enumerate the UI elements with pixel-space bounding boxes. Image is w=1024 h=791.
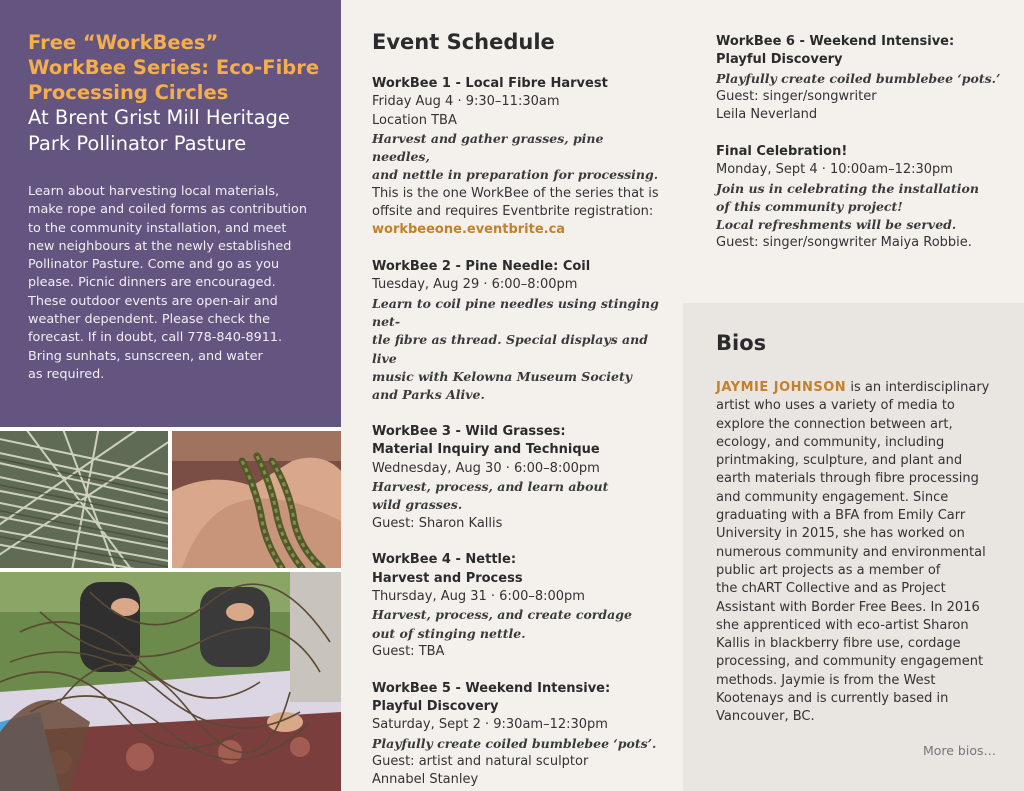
- intro-block: [0, 0, 341, 427]
- event-description: Harvest, process, and create cordage out of stinging nettle.: [372, 607, 632, 641]
- event-workbee-4: [372, 551, 665, 661]
- event-description: Playfully create coiled bumblebee ‘pots.’: [716, 70, 1001, 86]
- event-title: Final Celebration!: [716, 143, 848, 159]
- event-description: Harvest and gather grasses, pine needles, and nettle in preparation for processing.: [372, 130, 659, 183]
- subtitle-line-1: At Brent Grist Mill Heritage: [28, 106, 290, 129]
- event-guest: Guest: singer/songwriter: [716, 88, 877, 104]
- event-description: Learn to coil pine needles using stinging net- tle fibre as thread. Special displays and live music with Kelowna Museum Society and Parks Alive.: [372, 295, 659, 403]
- event-guest: Guest: artist and natural sculptor: [372, 753, 589, 769]
- event-title: WorkBee 5 - Weekend Intensive:: [372, 680, 611, 696]
- title-line-3: Processing Circles: [28, 81, 229, 104]
- event-description: Harvest, process, and learn about wild grasses.: [372, 478, 609, 513]
- event-date: Saturday, Sept 2 · 9:30am–12:30pm: [372, 717, 608, 733]
- event-guest: Annabel Stanley: [372, 772, 479, 788]
- event-workbee-1: [372, 75, 665, 240]
- event-title: WorkBee 6 - Weekend Intensive:: [716, 34, 955, 49]
- event-title: Playful Discovery: [372, 698, 499, 714]
- event-date: Tuesday, Aug 29 · 6:00–8:00pm: [372, 277, 578, 293]
- event-description: Playfully create coiled bumblebee ‘pots’.: [372, 735, 657, 751]
- event-note: offsite and requires Eventbrite registration:: [372, 204, 654, 220]
- pine-needles-photo: [0, 431, 168, 568]
- event-date: Thursday, Aug 31 · 6:00–8:00pm: [372, 588, 585, 604]
- event-title: Playful Discovery: [716, 52, 843, 68]
- event-date: Monday, Sept 4 · 10:00am–12:30pm: [716, 162, 953, 178]
- title-line-2: WorkBee Series: Eco-Fibre: [28, 56, 320, 79]
- event-date: Wednesday, Aug 30 · 6:00–8:00pm: [372, 460, 600, 476]
- event-title: WorkBee 4 - Nettle:: [372, 552, 517, 568]
- bio-name: JAYMIE JOHNSON: [716, 380, 847, 395]
- event-schedule-heading: Event Schedule: [372, 30, 555, 54]
- event-workbee-2: [372, 258, 665, 404]
- subtitle-line-2: Park Pollinator Pasture: [28, 132, 247, 155]
- event-note: This is the one WorkBee of the series that is: [372, 185, 659, 201]
- intro-description: Learn about harvesting local materials, make rope and coiled forms as contribution to the community installation, and meet new neighbours at the newly established Pollinator Pasture. Come and go as you please. Picnic dinners are encouraged. These outdoor events are open-air and weather dependent. Please check the forecast. If in doubt, call 778-840-8911. Bring sunhats, sunscreen, and water as required.: [28, 184, 307, 382]
- event-guest: Guest: Sharon Kallis: [372, 515, 503, 531]
- event-date: Friday Aug 4 · 9:30–11:30am: [372, 94, 560, 110]
- event-workbee-3: [372, 423, 665, 533]
- bios-heading: Bios: [716, 331, 767, 355]
- left-panel: [0, 0, 341, 791]
- event-title: WorkBee 3 - Wild Grasses:: [372, 424, 566, 440]
- event-title: Material Inquiry and Technique: [372, 442, 600, 458]
- event-title: WorkBee 2 - Pine Needle: Coil: [372, 259, 591, 275]
- event-guest: Guest: TBA: [372, 643, 445, 659]
- event-title: Harvest and Process: [372, 570, 523, 586]
- event-guest: Leila Neverland: [716, 107, 818, 123]
- event-schedule-continued: [683, 0, 1024, 303]
- event-guest: Guest: singer/songwriter Maiya Robbie.: [716, 235, 972, 251]
- event-final-celebration: [716, 143, 1008, 253]
- event-workbee-6: [716, 33, 1008, 124]
- event-title: WorkBee 1 - Local Fibre Harvest: [372, 76, 608, 91]
- cordage-in-hand-photo: [172, 431, 341, 568]
- bios-section: [683, 303, 1024, 791]
- group-weaving-photo: [0, 572, 341, 791]
- bio-text: JAYMIE JOHNSON is an interdisciplinary artist who uses a variety of media to explore the connection between art, ecology, and community, including printmaking, sculpture, and plant and earth materials through fibre processing and community engagement. Since graduating with a BFA from Emily Carr University in 2015, she has worked on numerous community and environmental public art projects as a member of the chART Collective and as Project Assistant with Border Free Bees. In 2016 she apprenticed with eco-artist Sharon Kallis in blackberry fibre use, cordage processing, and community engagement methods. Jaymie is from the West Kootenays and is currently based in Vancouver, BC.: [716, 380, 990, 725]
- eventbrite-link[interactable]: workbeeone.eventbrite.ca: [372, 222, 566, 238]
- event-location: Location TBA: [372, 112, 457, 128]
- more-bios-link[interactable]: More bios…: [922, 743, 996, 758]
- event-workbee-5: [372, 680, 665, 790]
- event-description: Join us in celebrating the installation of this community project! Local refreshments will be served.: [716, 180, 979, 233]
- title-line-1: Free “WorkBees”: [28, 31, 219, 54]
- event-schedule-column: [341, 0, 683, 791]
